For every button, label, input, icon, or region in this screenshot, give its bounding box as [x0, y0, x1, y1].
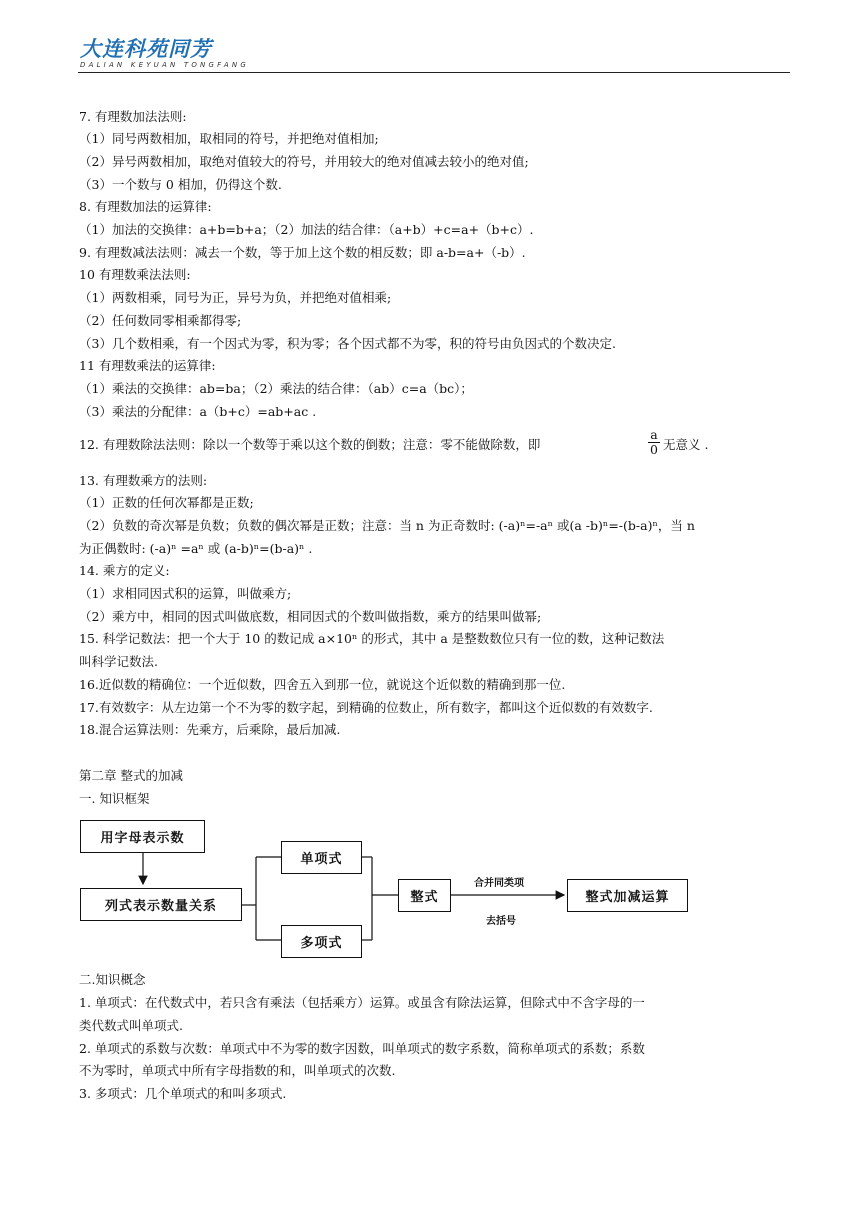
text-line: 无意义 . — [663, 437, 709, 452]
fraction-numerator: a — [648, 428, 660, 443]
text-line: 不为零时，单项式中所有字母指数的和，叫单项式的次数. — [79, 1063, 396, 1078]
text-line: 7. 有理数加法法则: — [79, 109, 187, 124]
text-line: 10 有理数乘法法则: — [79, 267, 191, 282]
text-line: 类代数式叫单项式. — [79, 1018, 183, 1033]
box-monomial: 单项式 — [281, 841, 362, 874]
text-line: （1）同号两数相加，取相同的符号，并把绝对值相加; — [79, 131, 379, 146]
text-line: 为正偶数时: (-a)ⁿ =aⁿ 或 (a-b)ⁿ=(b-a)ⁿ . — [79, 541, 313, 556]
text-line: 11 有理数乘法的运算律: — [79, 358, 216, 373]
chapter-title: 第二章 整式的加减 — [79, 768, 183, 783]
text-line: （2）异号两数相加，取绝对值较大的符号，并用较大的绝对值减去较小的绝对值; — [79, 154, 529, 169]
box-formulate-relations: 列式表示数量关系 — [80, 888, 242, 921]
box-polynomial: 多项式 — [281, 925, 362, 958]
section-title: 一. 知识框架 — [79, 791, 150, 806]
text-line: 18.混合运算法则：先乘方，后乘除，最后加减. — [79, 722, 341, 737]
text-line: （1）正数的任何次幂都是正数; — [79, 495, 254, 510]
text-line: 14. 乘方的定义: — [79, 563, 170, 578]
text-line: （3）乘法的分配律：a（b+c）=ab+ac . — [79, 404, 317, 419]
logo-chinese: 大连科苑同芳 — [80, 37, 212, 61]
box-integral-expression: 整式 — [398, 879, 451, 912]
fraction-denominator: 0 — [650, 442, 658, 457]
box-letters-represent-numbers: 用字母表示数 — [80, 820, 205, 853]
text-line: 16.近似数的精确位：一个近似数，四舍五入到那一位，就说这个近似数的精确到那一位. — [79, 677, 566, 692]
text-line: （1）乘法的交换律：ab=ba；（2）乘法的结合律：（ab）c=a（bc）； — [79, 381, 473, 396]
box-addition-subtraction: 整式加减运算 — [567, 879, 688, 912]
text-line: 8. 有理数加法的运算律: — [79, 199, 212, 214]
text-line: 15. 科学记数法：把一个大于 10 的数记成 a×10ⁿ 的形式，其中 a 是整数数位只有一位的数，这种记数法 — [79, 631, 665, 646]
label-remove-brackets: 去括号 — [486, 916, 516, 927]
text-line: （2）负数的奇次幂是负数；负数的偶次幂是正数；注意：当 n 为正奇数时: (-a)ⁿ=-aⁿ 或(a -b)ⁿ=-(b-a)ⁿ，当 n — [79, 518, 695, 533]
text-line: 1. 单项式：在代数式中，若只含有乘法（包括乘方）运算。或虽含有除法运算，但除式中不含字母的一 — [79, 995, 645, 1010]
text-line: 12. 有理数除法法则：除以一个数等于乘以这个数的倒数；注意：零不能做除数，即 — [79, 437, 541, 452]
text-line: 13. 有理数乘方的法则: — [79, 473, 208, 488]
text-line: 3. 多项式：几个单项式的和叫多项式. — [79, 1086, 287, 1101]
text-line: 17.有效数字：从左边第一个不为零的数字起，到精确的位数止，所有数字，都叫这个近似数的有效数字. — [79, 700, 653, 715]
text-line: （2）任何数同零相乘都得零; — [79, 313, 242, 328]
text-line: （1）两数相乘，同号为正，异号为负，并把绝对值相乘; — [79, 290, 392, 305]
text-line: 9. 有理数减法法则：减去一个数，等于加上这个数的相反数；即 a-b=a+（-b）. — [79, 245, 526, 260]
section-title: 二.知识概念 — [79, 972, 146, 987]
text-line: （1）加法的交换律：a+b=b+a；（2）加法的结合律：（a+b）+c=a+（b+c）. — [79, 222, 534, 237]
text-line: （1）求相同因式积的运算，叫做乘方; — [79, 586, 292, 601]
text-line: （3）一个数与 0 相加，仍得这个数. — [79, 177, 282, 192]
label-combine-like-terms: 合并同类项 — [474, 878, 524, 889]
text-line: 2. 单项式的系数与次数：单项式中不为零的数字因数，叫单项式的数字系数，简称单项式的系数；系数 — [79, 1041, 645, 1056]
text-line: 叫科学记数法. — [79, 654, 158, 669]
text-line: （2）乘方中，相同的因式叫做底数，相同因式的个数叫做指数，乘方的结果叫做幂; — [79, 609, 542, 624]
logo-english: DALIAN KEYUAN TONGFANG — [80, 61, 249, 69]
text-line: （3）几个数相乘，有一个因式为零，积为零；各个因式都不为零，积的符号由负因式的个数决定. — [79, 336, 616, 351]
